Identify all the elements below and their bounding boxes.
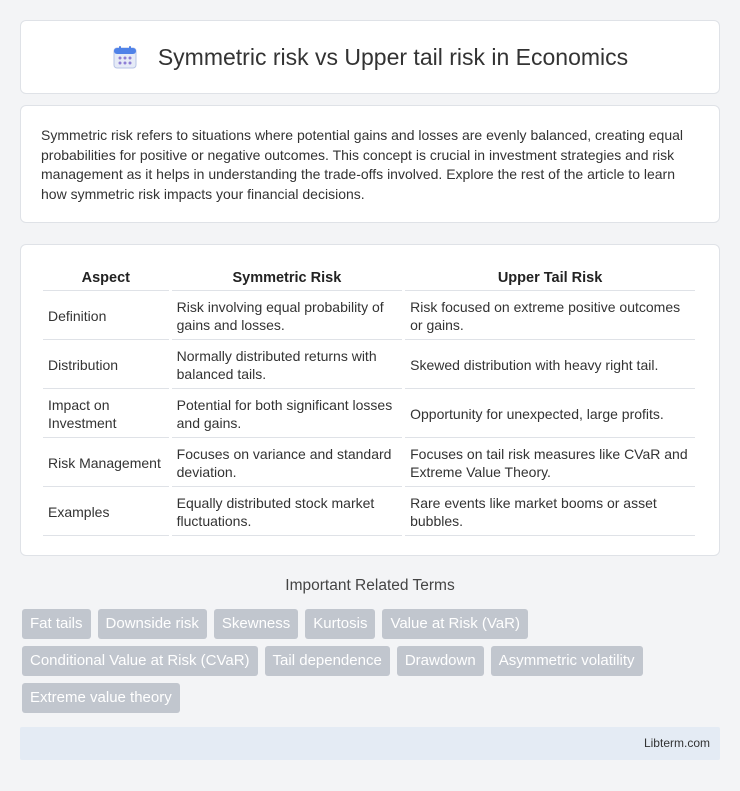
calendar-icon xyxy=(112,44,138,70)
row-upper-tail: Opportunity for unexpected, large profits. xyxy=(405,391,695,438)
table-row xyxy=(43,489,695,536)
row-aspect: Risk Management xyxy=(43,440,169,487)
row-symmetric: Equally distributed stock market fluctuations. xyxy=(172,489,402,536)
tag-skewness[interactable]: Skewness xyxy=(214,609,298,639)
related-terms-title: Important Related Terms xyxy=(285,577,455,594)
row-upper-tail: Rare events like market booms or asset bubbles. xyxy=(405,489,695,536)
table-header-row xyxy=(43,267,695,291)
header-symmetric: Symmetric Risk xyxy=(172,267,402,291)
row-upper-tail: Focuses on tail risk measures like CVaR and Extreme Value Theory. xyxy=(405,440,695,487)
tag-conditional-value-at-risk[interactable]: Conditional Value at Risk (CVaR) xyxy=(22,646,258,676)
table-row xyxy=(43,391,695,438)
related-terms-list xyxy=(22,609,722,713)
tag-asymmetric-volatility[interactable]: Asymmetric volatility xyxy=(491,646,643,676)
table-row xyxy=(43,342,695,389)
tag-fat-tails[interactable]: Fat tails xyxy=(22,609,91,639)
tag-extreme-value-theory[interactable]: Extreme value theory xyxy=(22,683,180,713)
comparison-card xyxy=(20,244,720,556)
comparison-table xyxy=(40,265,698,538)
table-row xyxy=(43,293,695,340)
page-title: Symmetric risk vs Upper tail risk in Economics xyxy=(157,43,629,70)
tag-kurtosis[interactable]: Kurtosis xyxy=(305,609,375,639)
header-aspect: Aspect xyxy=(43,267,169,291)
tag-tail-dependence[interactable]: Tail dependence xyxy=(265,646,390,676)
row-symmetric: Focuses on variance and standard deviation. xyxy=(172,440,402,487)
row-upper-tail: Risk focused on extreme positive outcomes or gains. xyxy=(405,293,695,340)
row-aspect: Distribution xyxy=(43,342,169,389)
row-aspect: Definition xyxy=(43,293,169,340)
tag-value-at-risk[interactable]: Value at Risk (VaR) xyxy=(382,609,528,639)
footer-brand[interactable]: Libterm.com xyxy=(643,736,710,750)
table-row xyxy=(43,440,695,487)
row-aspect: Impact on Investment xyxy=(43,391,169,438)
footer xyxy=(20,727,720,760)
row-upper-tail: Skewed distribution with heavy right tail. xyxy=(405,342,695,389)
row-aspect: Examples xyxy=(43,489,169,536)
row-symmetric: Normally distributed returns with balanced tails. xyxy=(172,342,402,389)
header-upper-tail: Upper Tail Risk xyxy=(405,267,695,291)
title-card xyxy=(20,20,720,94)
row-symmetric: Risk involving equal probability of gains and losses. xyxy=(172,293,402,340)
intro-card xyxy=(20,105,720,223)
row-symmetric: Potential for both significant losses and gains. xyxy=(172,391,402,438)
tag-drawdown[interactable]: Drawdown xyxy=(397,646,484,676)
tag-downside-risk[interactable]: Downside risk xyxy=(98,609,207,639)
intro-text: Symmetric risk refers to situations where potential gains and losses are evenly balanced, creating equal probabilities for positive or negative outcomes. This concept is crucial in investment strategies and risk management as it helps in understanding the trade-offs involved. Explore the rest of the article to learn how symmetric risk impacts your financial decisions. xyxy=(41,127,683,202)
